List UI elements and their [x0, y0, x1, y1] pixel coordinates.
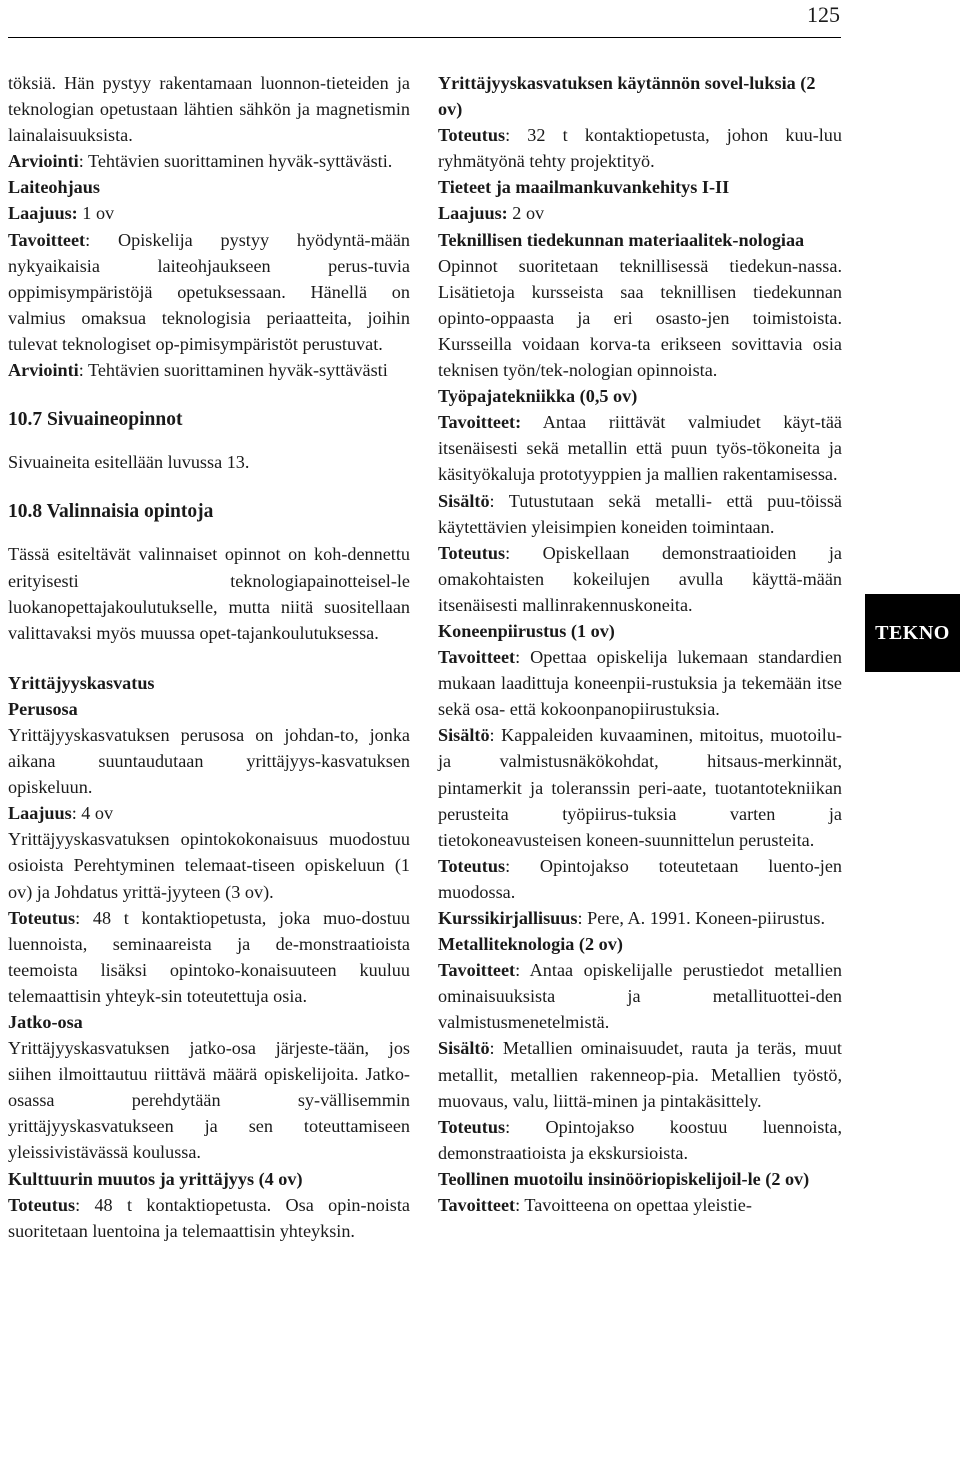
paragraph: Tässä esiteltävät valinnaiset opinnot on koh-dennettu erityisesti teknologiapainotteisel-le luokanopettajakoulutukselle, mutta niitä suositellaan valittavaksi myös muussa opet-tajankoulutuksessa. [8, 544, 410, 643]
header-rule [8, 37, 841, 38]
heading-teollinen-muotoilu: Teollinen muotoilu insinööriopiskelijoil-le (2 ov) [438, 1168, 810, 1189]
label: Kurssikirjallisuus [438, 908, 578, 928]
text: : Tutustutaan sekä metalli- että puu-töissä käytettävien yleisimpien koneiden toimintaan. [438, 490, 842, 537]
text: : Tavoitteena on opettaa yleistie- [515, 1195, 752, 1216]
text: Antaa riittävät valmiudet käyt-tää itsenäisesti sekä metallin että puun työs-tökoneita ja käsityökaluja prototyyppien ja mallien rakentamisessa. [438, 412, 842, 485]
paragraph [8, 200, 410, 226]
paragraph [8, 905, 410, 1009]
label: Arviointi [8, 151, 79, 172]
text: : Opiskelija pystyy hyödyntä-mään nykyaikaisia laiteohjaukseen perus-tuvia oppimisympäristöjä opetuksessaan. Hänellä on valmius omaksua teknologisia periaatteita, joihin tulevat teknologiset op-pimisympäristöt perustuvat. [8, 229, 410, 354]
label: Tavoitteet: [438, 412, 522, 433]
label: Laajuus [8, 803, 72, 824]
text: : Metallien ominaisuudet, rauta ja teräs, muut metallit, metallien rakenneop-pia. Metallien työstö, muovaus, valu, liittä-minen ja pintakäsittely. [438, 1038, 842, 1111]
paragraph [438, 957, 842, 1035]
heading-tyopajatekniikka: Työpajatekniikka (0,5 ov) [438, 386, 638, 407]
paragraph [8, 148, 410, 174]
label: Laajuus: [438, 203, 508, 224]
paragraph [438, 1114, 842, 1166]
left-column [8, 70, 410, 1244]
paragraph [8, 1192, 410, 1244]
label: Toteutus [438, 855, 506, 876]
text: : 32 t kontaktiopetusta, johon kuu-luu ryhmätyönä tehty projektityö. [438, 125, 842, 172]
label: Tavoitteet [438, 960, 516, 981]
text: : Antaa opiskelijalle perustiedot metallien ominaisuuksista ja metallituottei-den valmistusmenetelmistä. [438, 960, 842, 1033]
paragraph [438, 853, 842, 905]
text: : Pere, A. 1991. Koneen-piirustus. [577, 908, 826, 928]
heading-koneenpiirustus: Koneenpiirustus (1 ov) [438, 620, 615, 641]
paragraph [8, 70, 410, 148]
label: Tavoitteet [438, 1195, 516, 1216]
paragraph [438, 1035, 842, 1113]
label: Sisältö [438, 490, 490, 511]
heading-perusosa: Perusosa [8, 698, 78, 719]
paragraph [438, 905, 842, 931]
heading-tieteet: Tieteet ja maailmankuvankehitys I-II [438, 177, 730, 198]
paragraph: Yrittäjyyskasvatuksen opintokokonaisuus muodostuu osioista Perehtyminen telemaat-tiseen opiskeluun (1 ov) ja Johdatus yrittä-jyyteen (3 ov). [8, 829, 410, 902]
label: Toteutus [438, 1116, 506, 1137]
text: : Opintojakso toteutetaan luento-jen muodossa. [438, 855, 842, 902]
heading-kaytannon-sovelluksia: Yrittäjyyskasvatuksen käytännön sovel-luksia (2 ov) [438, 73, 816, 120]
heading-jatko-osa: Jatko-osa [8, 1012, 83, 1032]
paragraph [438, 644, 842, 722]
text: : Kappaleiden kuvaaminen, mitoitus, muotoilu- ja valmistusnäkökohdat, hitsaus-merkinnät, pintamerkit ja toleranssin peri-aate, tuotantotekniikan perusteita työpiirus-tuksia varten ja tietokoneavusteisen koneen-suunnittelun perusteita. [438, 725, 842, 850]
label: Toteutus [438, 542, 506, 563]
text: : Tehtävien suorittaminen hyväk-syttävästi. [78, 151, 393, 172]
heading-yrittajyyskasvatus: Yrittäjyyskasvatus [8, 672, 155, 693]
label: Tavoitteet [438, 647, 516, 668]
paragraph [438, 722, 842, 852]
right-column [438, 70, 842, 1218]
paragraph [8, 800, 410, 826]
paragraph [438, 122, 842, 174]
text: : 48 t kontaktiopetusta. Osa opin-noista suoritetaan luentoina ja telemaattisin yhteyksin. [8, 1194, 410, 1241]
text: : Opettaa opiskelija lukemaan standardien mukaan laadittuja koneenpii-rustuksia ja tekemään itse sekä osa- että kokoonpanopiirustuksia. [438, 647, 842, 720]
text: : Opintojakso koostuu luennoista, demonstraatioista ja ekskursioista. [438, 1116, 842, 1163]
paragraph: Yrittäjyyskasvatuksen perusosa on johdan-to, jonka aikana suuntaudutaan yrittäjyys-kasvatuksen opiskeluun. [8, 724, 410, 798]
text: : Tehtävien suorittaminen hyväk-syttävästi [78, 360, 388, 381]
paragraph [438, 1192, 842, 1218]
label: Tavoitteet [8, 229, 86, 250]
heading-materiaaliteknologiaa: Teknillisen tiedekunnan materiaalitek-nologiaa [438, 229, 805, 250]
label: Toteutus [438, 125, 506, 146]
paragraph [8, 227, 410, 357]
paragraph [438, 540, 842, 618]
page-number: 125 [807, 2, 840, 27]
heading-laiteohjaus: Laiteohjaus [8, 177, 100, 198]
label: Laajuus: [8, 203, 78, 224]
paragraph [438, 488, 842, 540]
heading-kulttuurin-muutos: Kulttuurin muutos ja yrittäjyys (4 ov) [8, 1168, 303, 1189]
paragraph: Opinnot suoritetaan teknillisessä tiedekun-nassa. Lisätietoja kursseista saa teknillisen tiedekunnan opinto-oppaasta ja eri osasto-jen toimistoista. Kursseilla voidaan korva-ta erikseen sovittavia osia teknisen työn/tek-nologian opinnoista. [438, 255, 842, 381]
label: Sisältö [438, 1038, 490, 1059]
text: : 48 t kontaktiopetusta, joka muo-dostuu luennoista, seminaareista ja de-monstraatioista teemoista lisäksi opintoko-konaisuuteen kuuluu telemaattisin yhteyk-sin toteutettuja osia. [8, 907, 410, 1006]
label: Toteutus [8, 1194, 76, 1215]
paragraph [438, 409, 842, 487]
text: 2 ov [507, 203, 545, 224]
paragraph: Sivuaineita esitellään luvussa 13. [8, 452, 250, 473]
text: : Opiskellaan demonstraatioiden ja omakohtaisten kokeilujen avulla käyttä-mään itsenäisesti mallinrakennuskoneita. [438, 542, 842, 615]
text: : 4 ov [71, 803, 114, 824]
label: Sisältö [438, 725, 490, 746]
text: 1 ov [77, 203, 115, 224]
section-title-10-8: 10.8 Valinnaisia opintoja [8, 501, 214, 523]
paragraph: Yrittäjyyskasvatuksen jatko-osa järjeste-tään, jos siihen ilmoittautuu riittävä määrä opiskelijoita. Jatko-osassa perehdytään sy-vällisemmin yrittäjyyskasvatukseen ja sen toteuttamiseen yleissivistävässä koulussa. [8, 1038, 410, 1163]
text: töksiä. Hän pystyy rakentamaan luonnon-tieteiden ja teknologian opetustaan lähtien sähkön ja magnetismin lainalaisuuksista. [8, 73, 410, 146]
label: Toteutus [8, 907, 76, 928]
label: Arviointi [8, 360, 79, 381]
paragraph [8, 357, 410, 383]
section-title-10-7: 10.7 Sivuaineopinnot [8, 409, 183, 431]
heading-metalliteknologia: Metalliteknologia (2 ov) [438, 934, 623, 955]
paragraph [438, 200, 842, 226]
section-tab-tekno: TEKNO [865, 594, 960, 672]
